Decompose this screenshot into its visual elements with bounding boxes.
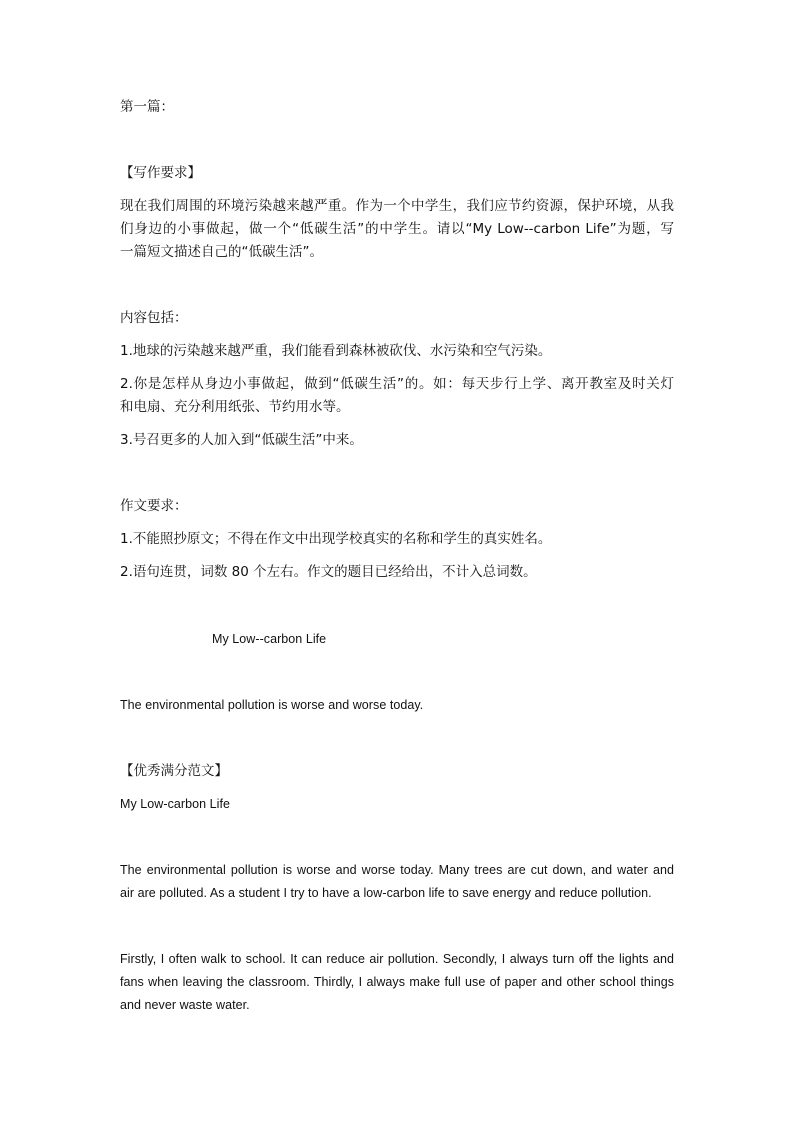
content-label: 内容包括：: [120, 310, 188, 326]
intro-line-2: 们身边的小事做起，做一个“低碳生活”的中学生。请以“My Low--carbon Life”为题，写: [120, 221, 674, 237]
essay-requirements-label: 作文要求：: [120, 498, 188, 514]
content-item-2: 2.你是怎样从身边小事做起，做到“低碳生活”的。如：每天步行上学、离开教室及时关灯: [120, 376, 674, 392]
sample-essay-title: My Low-carbon Life: [120, 797, 230, 811]
requirements-title: 【写作要求】: [120, 165, 201, 181]
intro-line-1: 现在我们周围的环境污染越来越严重。作为一个中学生，我们应节约资源，保护环境，从我: [120, 198, 674, 214]
sample-paragraph-1-line-1: The environmental pollution is worse and worse today. Many trees are cut down, and water and: [120, 863, 674, 877]
content-item-3: 3.号召更多的人加入到“低碳生活”中来。: [120, 432, 363, 448]
sample-paragraph-2-line-1: Firstly, I often walk to school. It can reduce air pollution. Secondly, I always turn off the lights and: [120, 952, 674, 966]
sample-paragraph-1-line-2: air are polluted. As a student I try to have a low-carbon life to save energy and reduce pollution.: [120, 886, 652, 900]
section-heading: 第一篇：: [120, 99, 174, 115]
sample-paragraph-2-line-2: fans when leaving the classroom. Thirdly, I always make full use of paper and other school things: [120, 975, 674, 989]
intro-line-3: 一篇短文描述自己的“低碳生活”。: [120, 244, 323, 260]
sample-essay-label: 【优秀满分范文】: [120, 763, 228, 779]
sample-paragraph-2-line-3: and never waste water.: [120, 998, 250, 1012]
essay-requirement-1: 1.不能照抄原文；不得在作文中出现学校真实的名称和学生的真实姓名。: [120, 531, 552, 547]
content-item-1: 1.地球的污染越来越严重，我们能看到森林被砍伐、水污染和空气污染。: [120, 343, 552, 359]
given-opening-sentence: The environmental pollution is worse and worse today.: [120, 698, 424, 712]
given-essay-title: My Low--carbon Life: [212, 632, 327, 646]
essay-requirement-2: 2.语句连贯，词数 80 个左右。作文的题目已经给出，不计入总词数。: [120, 564, 537, 580]
content-item-2-continued: 和电扇、充分利用纸张、节约用水等。: [120, 399, 350, 415]
